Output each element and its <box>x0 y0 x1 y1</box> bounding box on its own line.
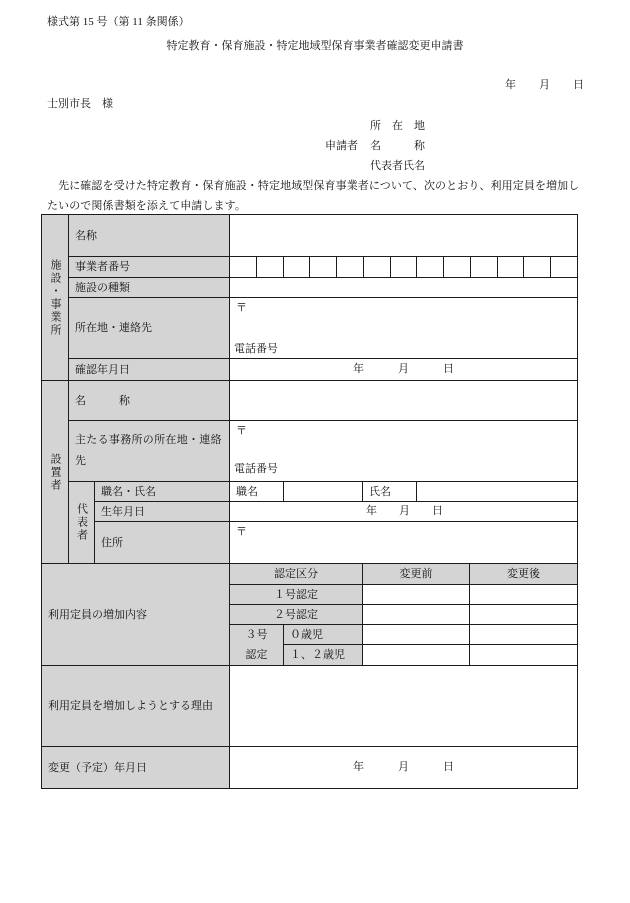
type1-label: １号認定 <box>274 588 318 601</box>
business-number-digit-box <box>309 257 336 277</box>
facility-postal-mark: 〒 <box>236 302 247 314</box>
business-number-digit-box <box>497 257 524 277</box>
type1-after-field <box>469 584 578 605</box>
change-date <box>353 760 454 774</box>
type1-label-cell <box>229 584 363 605</box>
change-date-day: 日 <box>443 761 454 773</box>
rep-name-caption: 氏名 <box>369 485 391 498</box>
confirmation-date-month: 月 <box>398 363 409 375</box>
rep-title-field <box>283 481 363 502</box>
rep-title-caption: 職名 <box>236 485 258 498</box>
rep-birth-date-field <box>229 501 578 522</box>
type3-label-cell <box>229 624 284 666</box>
facility-name-label-cell <box>68 214 230 257</box>
age12-before-field <box>362 644 470 666</box>
capacity-header-category-cell <box>229 563 363 585</box>
business-number-boxes <box>229 256 578 278</box>
rep-birth-date <box>366 504 443 518</box>
capacity-header-before-cell <box>362 563 470 585</box>
body-text-line-1: 先に確認を受けた特定教育・保育施設・特定地域型保育事業者について、次のとおり、利用定員を増加し <box>47 180 580 192</box>
body-text-line-2: たいので関係書類を添えて申請します。 <box>47 200 246 212</box>
capacity-header-before: 変更前 <box>399 568 433 580</box>
facility-type-label: 施設の種類 <box>75 281 130 294</box>
facility-name-field <box>229 214 578 257</box>
reason-label: 利用定員を増加しようとする理由 <box>48 700 213 712</box>
business-number-digit-box <box>283 257 310 277</box>
business-number-digit-box <box>230 257 256 277</box>
operator-office-field <box>229 420 578 482</box>
confirmation-date-year: 年 <box>353 363 364 375</box>
rep-address-label: 住所 <box>101 536 123 549</box>
business-number-digit-box <box>443 257 470 277</box>
business-number-digit-box <box>470 257 497 277</box>
age12-after-field <box>469 644 578 666</box>
operator-office-label-cell <box>68 420 230 482</box>
confirmation-date-day: 日 <box>443 363 454 375</box>
type1-before-field <box>362 584 470 605</box>
capacity-header-after: 変更後 <box>507 568 540 580</box>
business-number-digit-box <box>550 257 577 277</box>
applicant-name-label: 名 称 <box>370 140 425 152</box>
age0-label-cell <box>283 624 363 645</box>
submission-date-year: 年 <box>505 79 516 91</box>
age12-label: １、２歳児 <box>290 649 345 661</box>
rep-birth-date-month: 月 <box>399 505 410 517</box>
operator-phone-label: 電話番号 <box>234 463 278 475</box>
business-number-digit-box <box>336 257 363 277</box>
facility-phone-label: 電話番号 <box>234 343 278 355</box>
applicant-address-label: 所 在 地 <box>370 120 425 132</box>
rep-address-label-cell <box>94 521 230 564</box>
confirmation-date-label: 確認年月日 <box>75 363 130 376</box>
rep-title-name-label: 職名・氏名 <box>101 485 156 498</box>
type3-label-line-2: 認定 <box>245 649 268 661</box>
submission-date <box>505 78 584 92</box>
confirmation-date-field <box>229 358 578 381</box>
reason-field <box>229 665 578 747</box>
rep-birth-date-label: 生年月日 <box>101 505 145 518</box>
facility-address-field <box>229 297 578 359</box>
operator-section-label: 設置者 <box>49 452 61 492</box>
change-date-label: 変更（予定）年月日 <box>48 761 147 774</box>
business-number-label: 事業者番号 <box>75 261 130 273</box>
confirmation-date <box>353 362 454 376</box>
rep-title-name-label-cell <box>94 481 230 502</box>
facility-section-label: 施設・事業所 <box>49 258 61 337</box>
rep-name-caption-cell <box>362 481 417 502</box>
change-date-label-cell <box>41 746 230 789</box>
change-date-month: 月 <box>398 761 409 773</box>
rep-birth-date-label-cell <box>94 501 230 522</box>
operator-office-label: 主たる事務所の所在地・連絡先 <box>75 434 222 467</box>
capacity-label-cell <box>41 563 230 666</box>
business-number-label-cell <box>68 256 230 278</box>
facility-type-field <box>229 277 578 298</box>
representative-section-label-cell <box>68 481 95 564</box>
business-number-digit-box <box>523 257 550 277</box>
type2-before-field <box>362 604 470 625</box>
capacity-label: 利用定員の増加内容 <box>48 608 147 621</box>
facility-address-label-cell <box>68 297 230 359</box>
rep-name-field <box>416 481 578 502</box>
facility-address-label: 所在地・連絡先 <box>75 322 152 334</box>
business-number-digit-box <box>363 257 390 277</box>
reason-label-cell <box>41 665 230 747</box>
business-number-digit-box <box>390 257 417 277</box>
business-number-digit-box <box>416 257 443 277</box>
facility-name-label: 名称 <box>75 229 97 242</box>
confirmation-date-label-cell <box>68 358 230 381</box>
operator-name-label: 名 称 <box>75 394 130 407</box>
age12-label-cell <box>283 644 363 666</box>
rep-postal-mark: 〒 <box>236 526 247 538</box>
operator-postal-mark: 〒 <box>236 425 247 437</box>
type2-label-cell <box>229 604 363 625</box>
facility-type-label-cell <box>68 277 230 298</box>
applicant-role-label: 申請者 <box>325 140 358 152</box>
type2-label: ２号認定 <box>274 608 318 621</box>
change-date-field <box>229 746 578 789</box>
operator-section-label-cell <box>41 380 69 564</box>
business-number-digit-box <box>256 257 283 277</box>
type3-label-line-1: ３号 <box>245 629 268 641</box>
submission-date-day: 日 <box>573 79 584 91</box>
capacity-header-after-cell <box>469 563 578 585</box>
document-title: 特定教育・保育施設・特定地域型保育事業者確認変更申請書 <box>166 40 464 52</box>
capacity-header-category: 認定区分 <box>274 568 318 580</box>
form-number: 様式第 15 号（第 11 条関係） <box>47 16 190 28</box>
change-date-year: 年 <box>353 761 364 773</box>
age0-before-field <box>362 624 470 645</box>
representative-section-label: 代表者 <box>75 503 88 542</box>
rep-birth-date-year: 年 <box>366 505 377 517</box>
facility-section-label-cell <box>41 214 69 381</box>
type2-after-field <box>469 604 578 625</box>
submission-date-month: 月 <box>539 79 550 91</box>
age0-label: ０歳児 <box>290 628 323 641</box>
rep-title-caption-cell <box>229 481 284 502</box>
rep-birth-date-day: 日 <box>432 505 443 517</box>
rep-address-field <box>229 521 578 564</box>
addressee: 士別市長 様 <box>47 98 113 110</box>
operator-name-field <box>229 380 578 421</box>
applicant-representative-label: 代表者氏名 <box>370 160 425 172</box>
age0-after-field <box>469 624 578 645</box>
operator-name-label-cell <box>68 380 230 421</box>
